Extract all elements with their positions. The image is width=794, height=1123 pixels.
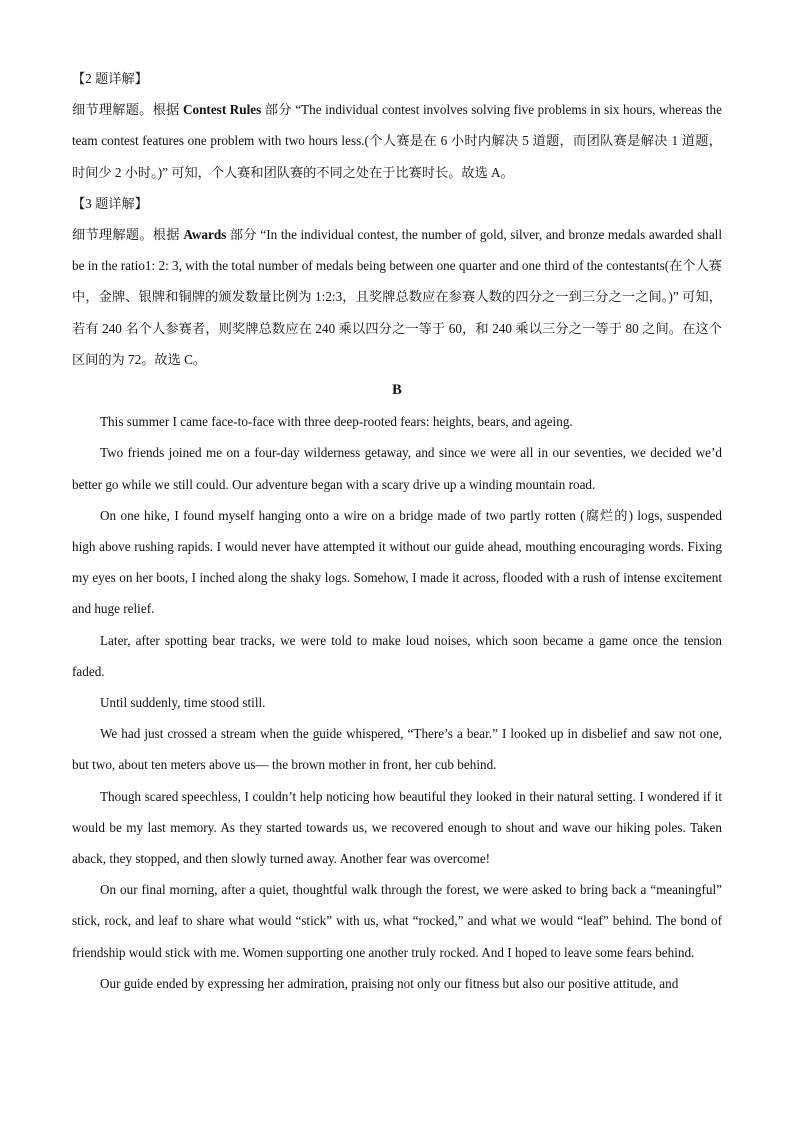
passage-paragraph: Though scared speechless, I couldn’t help noticing how beautiful they looked in their natural setting. I wondered if it would be my last memory. As they started towards us, we recovered enough to shout and wave our hiking poles. Taken aback, they stopped, and then slowly turned away. Another fear was overcome! — [72, 788, 722, 867]
passage-paragraph: Later, after spotting bear tracks, we were told to make loud noises, which soon became a game once the tension faded. — [72, 632, 722, 679]
q3-explanation-pre: 细节理解题。根据 — [72, 227, 184, 243]
passage-paragraph: Two friends joined me on a four-day wilderness getaway, and since we were all in our seventies, we decided we’d better go while we still could. Our adventure began with a scary drive up a winding mountain road. — [72, 445, 722, 492]
passage-paragraph: On our final morning, after a quiet, thoughtful walk through the forest, we were asked to bring back a “meaningful” stick, rock, and leaf to share what would “stick” with us, what “rocked,” and what we would “leaf” behind. The bond of friendship would stick with me. Women supporting one another truly rocked. And I hoped to leave some fears behind. — [72, 882, 722, 960]
q2-explanation-post: 部分 “The individual contest involves solving five problems in six hours, whereas the team contest features one problem with two hours less.(个人赛是在 6 小时内解决 5 道题，而团队赛是解决 1 道题，时间少 2 小时。)” 可知，个人赛和团队赛的不同之处在于比赛时长。故选 A。 — [72, 102, 722, 180]
document-body — [72, 63, 722, 999]
passage-paragraph: On one hike, I found myself hanging onto a wire on a bridge made of two partly rotten (腐烂的) logs, suspended high above rushing rapids. I would never have attempted it without our guide ahead, mouthing encouraging words. Fixing my eyes on her boots, I inched along the shaky logs. Somehow, I made it across, flooded with a rush of intense excitement and huge relief. — [72, 507, 722, 617]
q2-explanation-pre: 细节理解题。根据 — [72, 102, 183, 118]
passage-paragraph: Until suddenly, time stood still. — [100, 695, 266, 711]
section-title: B — [392, 382, 402, 399]
q2-section-name: Contest Rules — [182, 102, 262, 118]
q3-explanation — [72, 219, 722, 375]
q2-explanation — [72, 94, 722, 188]
passage-paragraph: We had just crossed a stream when the guide whispered, “There’s a bear.” I looked up in disbelief and saw not one, but two, about ten meters above us— the brown mother in front, her cub behind. — [72, 726, 722, 773]
q2-heading: 【2 题详解】 — [72, 71, 148, 86]
passage-paragraph: Our guide ended by expressing her admiration, praising not only our fitness but also our positive attitude, and — [100, 975, 679, 991]
q3-heading: 【3 题详解】 — [72, 195, 148, 211]
q3-explanation-post: 部分 “In the individual contest, the number of gold, silver, and bronze medals awarded shall be in the ratio1: 2: 3, with the total number of medals being between one quarter and one third of the contestants(在个人赛中，金牌、银牌和铜牌的颁发数量比例为 1:2:3，且奖牌总数应在参赛人数的四分之一到三分之一之间。)” 可知，若有 240 名个人参赛者，则奖牌总数应在 240 乘以四分之一等于 60，和 240 乘以三分之一等于 80 之间。在这个区间的为 72。故选 C。 — [72, 227, 723, 367]
passage-paragraph: This summer I came face-to-face with three deep-rooted fears: heights, bears, and ageing. — [100, 414, 573, 430]
q3-section-name: Awards — [183, 227, 227, 243]
